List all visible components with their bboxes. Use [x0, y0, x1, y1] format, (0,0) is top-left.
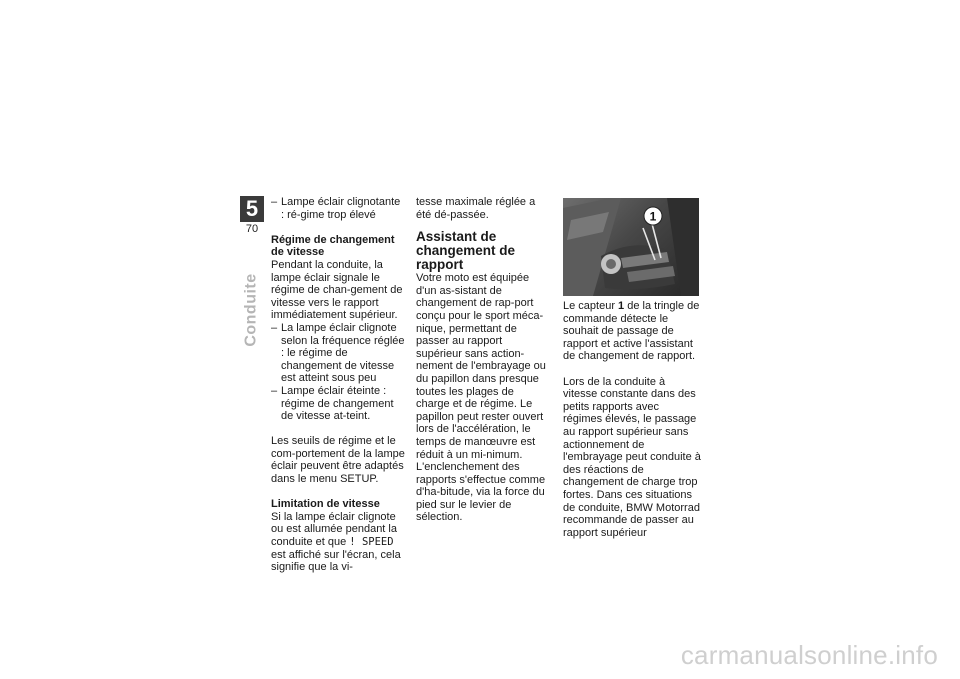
heading-shift-rpm: Régime de changement de vitesse — [271, 233, 395, 259]
shift-sensor-photo — [563, 198, 699, 296]
caption-legend-number: 1 — [618, 300, 625, 312]
shift-sensor-illustration — [563, 198, 699, 296]
paragraph: Pendant la conduite, la lampe éclair signale le régime de chan-gement de vitesse vers le rapport immédiatement supérieur. — [271, 258, 403, 322]
paragraph-text: Si la lampe éclair clignote ou est allumée pendant la conduite et que — [271, 510, 397, 549]
caption-text: Le capteur — [563, 300, 615, 312]
watermark: carmanualsonline.info — [680, 640, 938, 670]
heading-speed-limit: Limitation de vitesse — [271, 498, 380, 511]
paragraph-speed-limit — [271, 511, 405, 574]
paragraph: Votre moto est équipée d'un as-sistant de changement de rap-port conçu pour le sport méca-nique, permettant de passer au rapport supérieur sans action-nement de l'embrayage ou du papillon dans presque toutes les plages de charge et de régime. Le papillon peut rester ouvert lors de l'accélération, le temps de manœuvre est réduit à un mi-nimum. L'enclenchement des rapports s'effectue comme d'ha-bitude, via la force du pied sur le levier de sélection. — [416, 272, 546, 524]
photo-caption — [563, 300, 701, 363]
heading-shift-assistant: Assistant de changement de rapport — [416, 229, 516, 273]
text-column-2 — [416, 196, 550, 524]
photo-callout: 1 — [649, 209, 657, 224]
chapter-side-label — [228, 265, 276, 355]
paragraph: Les seuils de régime et le com-portement de la lampe éclair peuvent être adaptés dans le menu SETUP. — [271, 435, 405, 486]
paragraph: tesse maximale réglée a été dé-passée. — [416, 196, 536, 221]
chapter-title: Conduite — [243, 273, 261, 347]
caption-text: de la tringle de commande détecte le souhait de passage de rapport et active l'assistant de changement de rapport. — [563, 300, 700, 363]
list-item: – Lampe éclair éteinte : régime de changement de vitesse at-teint. — [271, 385, 405, 423]
text-column-1 — [271, 196, 405, 574]
list-item: – La lampe éclair clignote selon la fréquence réglée : le régime de changement de vitesse est atteint sous peu — [271, 322, 405, 385]
list-item: – Lampe éclair clignotante : ré-gime trop élevé — [271, 196, 405, 221]
text-column-3 — [563, 300, 701, 539]
paragraph: Lors de la conduite à vitesse constante dans des petits rapports avec régimes élevés, le passage au rapport supérieur sans actionnement de l'embrayage peut conduite à des réactions de changement de charge trop fortes. Dans ces situations de conduite, BMW Motorrad recommande de passer au rapport supérieur — [563, 375, 701, 539]
paragraph-text: est affiché sur l'écran, cela signifie que la vi- — [271, 548, 401, 574]
page-number: 70 — [245, 223, 259, 235]
display-text: ! SPEED — [349, 536, 394, 549]
chapter-number-tab: 5 — [240, 196, 264, 222]
